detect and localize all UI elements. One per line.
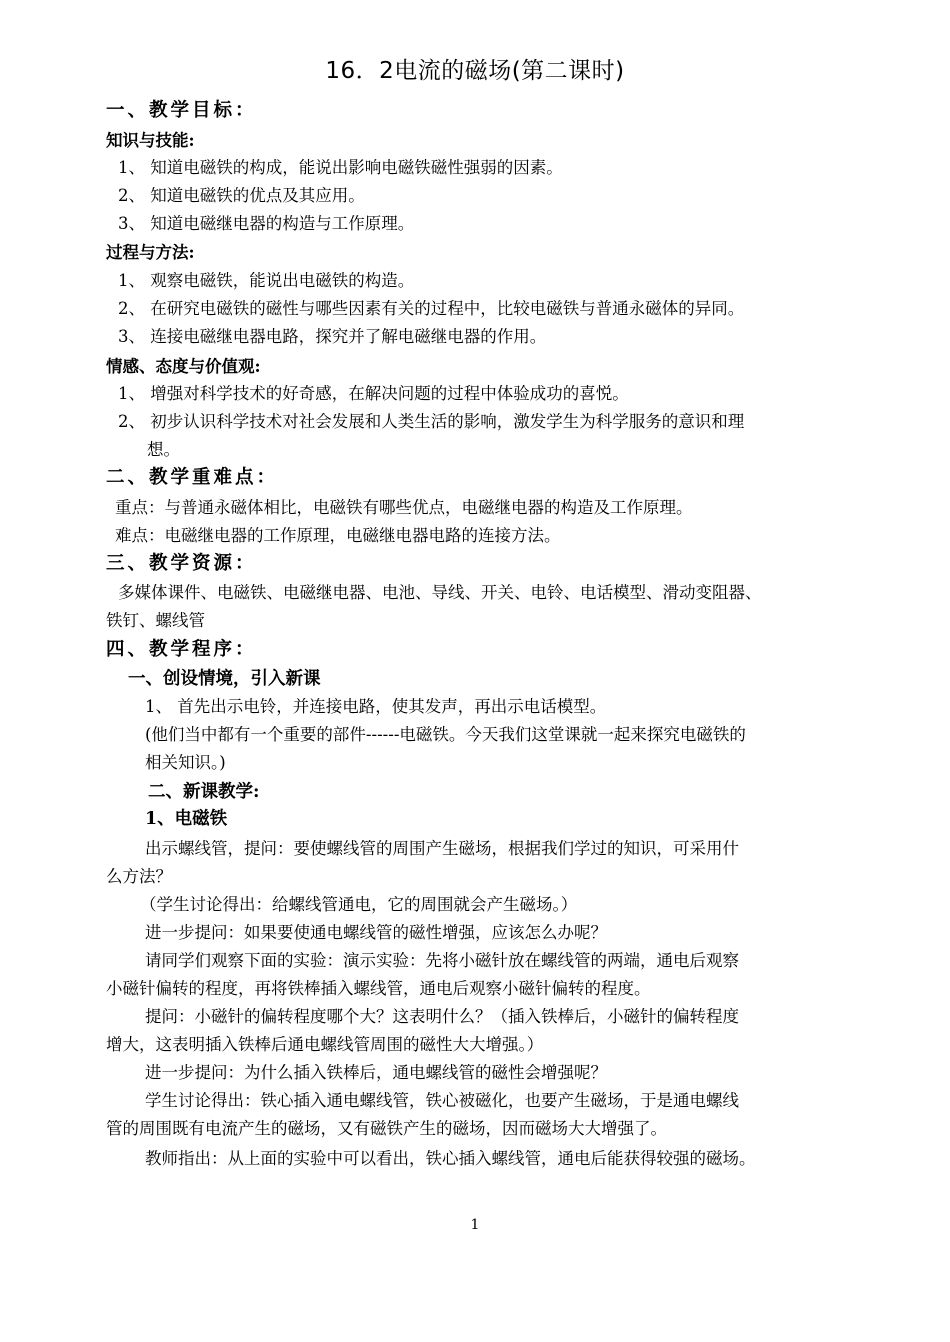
body-paragraph-line: 进一步提问：如果要使通电螺线管的磁性增强，应该怎么办呢？ <box>145 923 607 942</box>
section-heading-objectives: 一、教学目标： <box>106 100 257 121</box>
body-paragraph-line: 请同学们观察下面的实验：演示实验：先将小磁针放在螺线管的两端，通电后观察 <box>145 951 739 970</box>
emotion-item-continued: 想。 <box>147 440 180 459</box>
resources-text: 多媒体课件、电磁铁、电磁继电器、电池、导线、开关、电铃、电话模型、滑动变阻器、 <box>118 583 762 602</box>
subheading-knowledge: 知识与技能: <box>106 131 195 150</box>
body-paragraph-line: 小磁针偏转的程度，再将铁棒插入螺线管，通电后观察小磁针偏转的程度。 <box>106 979 651 998</box>
step-heading-introduction: 一、创设情境，引入新课 <box>128 669 321 689</box>
knowledge-item: 2、 知道电磁铁的优点及其应用。 <box>118 186 365 205</box>
subsection-heading-electromagnet: 1、电磁铁 <box>145 809 228 829</box>
process-item: 1、 观察电磁铁，能说出电磁铁的构造。 <box>118 271 415 290</box>
knowledge-item: 3、 知道电磁继电器的构造与工作原理。 <box>118 214 415 233</box>
subheading-emotion: 情感、态度与价值观: <box>106 357 261 376</box>
subheading-process: 过程与方法: <box>106 243 195 262</box>
process-item: 3、 连接电磁继电器电路，探究并了解电磁继电器的作用。 <box>118 327 547 346</box>
step-heading-new-lesson: 二、新课教学: <box>148 782 260 802</box>
section-heading-resources: 三、教学资源： <box>106 553 257 574</box>
step-text: 相关知识。) <box>145 753 226 772</box>
body-paragraph-line: 进一步提问：为什么插入铁棒后，通电螺线管的磁性会增强呢？ <box>145 1063 607 1082</box>
body-paragraph-line: 么方法？ <box>106 867 172 886</box>
body-paragraph-line: 学生讨论得出：铁心插入通电螺线管，铁心被磁化，也要产生磁场，于是通电螺线 <box>145 1091 739 1110</box>
body-paragraph-line: 教师指出：从上面的实验中可以看出，铁心插入螺线管，通电后能获得较强的磁场。 <box>145 1149 756 1168</box>
process-item: 2、 在研究电磁铁的磁性与哪些因素有关的过程中，比较电磁铁与普通永磁体的异同。 <box>118 299 745 318</box>
section-heading-procedure: 四、教学程序： <box>106 639 257 660</box>
page-number: 1 <box>470 1217 480 1233</box>
body-paragraph-line: （学生讨论得出：给螺线管通电，它的周围就会产生磁场。） <box>140 895 578 914</box>
body-paragraph-line: 出示螺线管，提问：要使螺线管的周围产生磁场，根据我们学过的知识，可采用什 <box>145 839 739 858</box>
body-paragraph-line: 管的周围既有电流产生的磁场，又有磁铁产生的磁场，因而磁场大大增强了。 <box>106 1119 667 1138</box>
step-text: (他们当中都有一个重要的部件------电磁铁。今天我们这堂课就一起来探究电磁铁的 <box>145 725 746 744</box>
difficult-point: 难点：电磁继电器的工作原理，电磁继电器电路的连接方法。 <box>115 526 561 545</box>
resources-text-continued: 铁钉、螺线管 <box>106 611 205 630</box>
knowledge-item: 1、 知道电磁铁的构成，能说出影响电磁铁磁性强弱的因素。 <box>118 158 563 177</box>
body-paragraph-line: 增大，这表明插入铁棒后通电螺线管周围的磁性大大增强。） <box>106 1035 544 1054</box>
section-heading-key-points: 二、教学重难点： <box>106 467 279 488</box>
emotion-item: 1、 增强对科学技术的好奇感，在解决问题的过程中体验成功的喜悦。 <box>118 384 629 403</box>
step-text: 1、 首先出示电铃，并连接电路，使其发声，再出示电话模型。 <box>145 697 607 716</box>
emotion-item: 2、 初步认识科学技术对社会发展和人类生活的影响，激发学生为科学服务的意识和理 <box>118 412 745 431</box>
page-title: 16．2电流的磁场(第二课时) <box>325 58 625 84</box>
key-point: 重点：与普通永磁体相比，电磁铁有哪些优点，电磁继电器的构造及工作原理。 <box>115 498 693 517</box>
body-paragraph-line: 提问：小磁针的偏转程度哪个大？这表明什么？（插入铁棒后，小磁针的偏转程度 <box>145 1007 739 1026</box>
